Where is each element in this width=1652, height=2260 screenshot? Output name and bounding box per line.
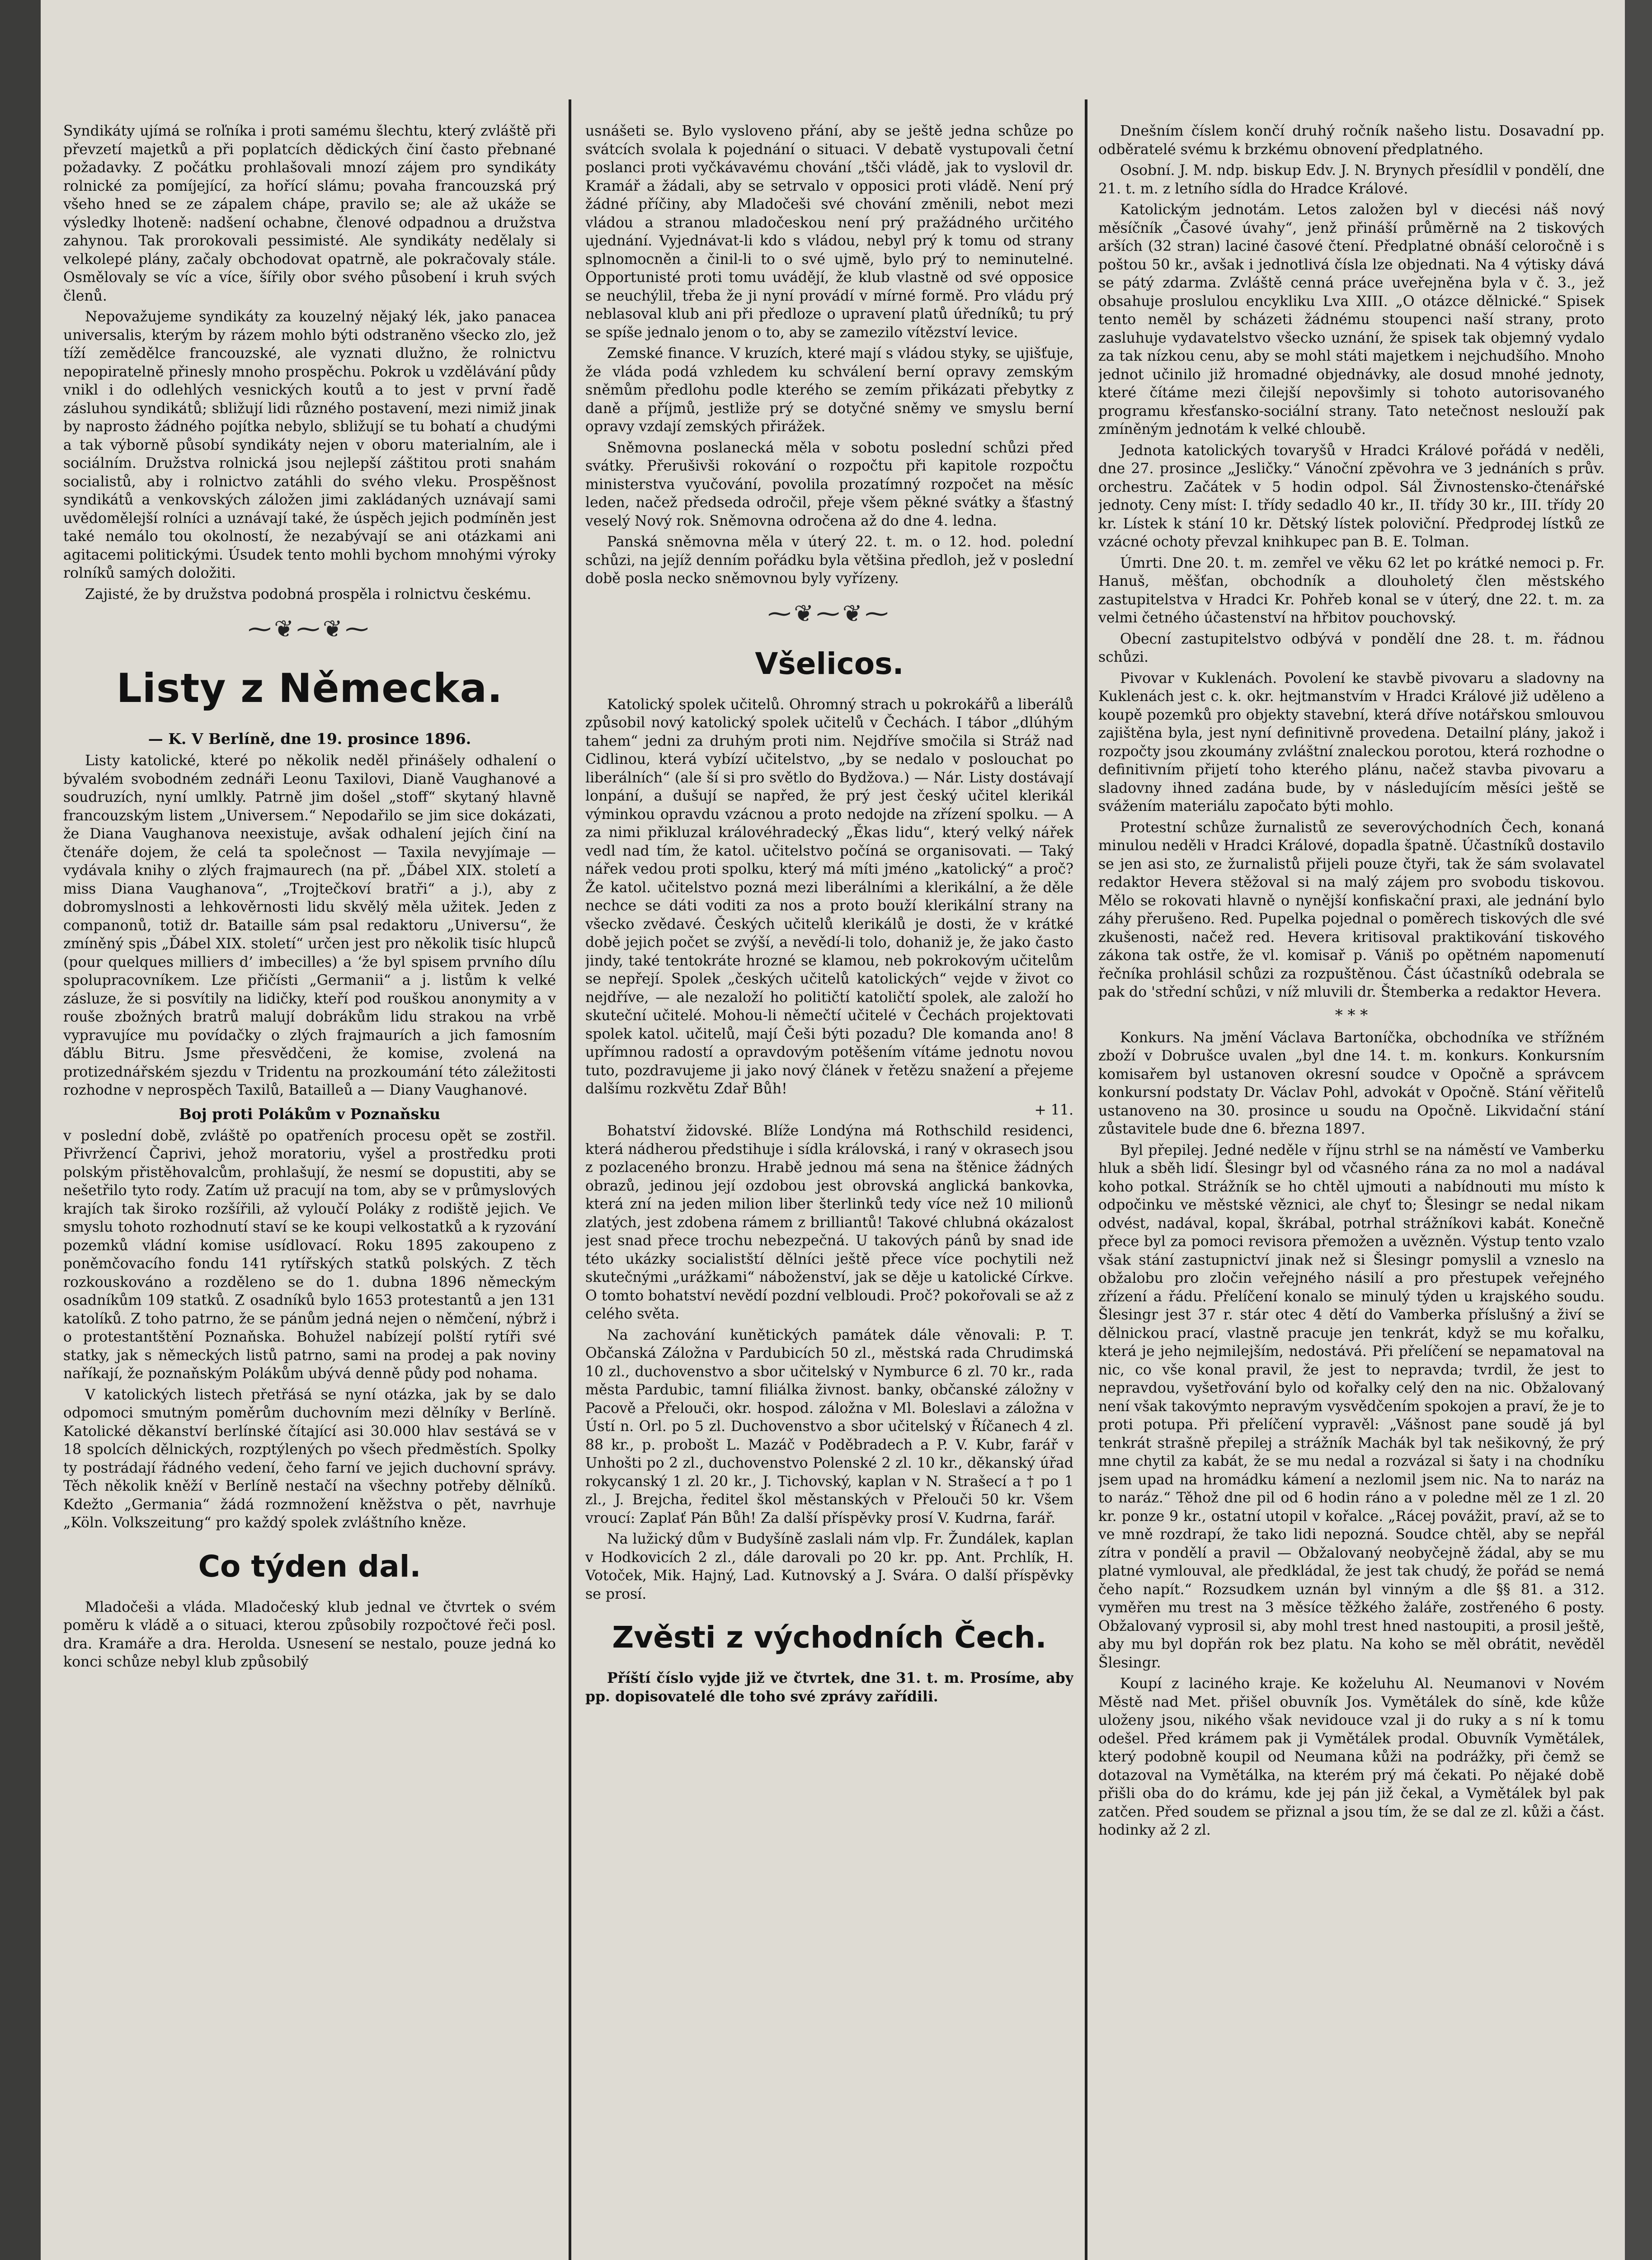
- article-syndikaty-body: Nepovažujeme syndikáty za kouzelný nějaký lék, jako panacea universalis, kterým by rázem mohlo býti odstraněno všecko zlo, jež tíží zemědělce francouzské, ale vyznati dlužno, že rolnictvu nepopiratelně přinesly mnoho prospěchu. Pokrok u vzdělávání půdy vnikl i do odlehlých vesnických koutů a to jest v první řadě zásluhou syndikátů; sbližují lidi různého postavení, mezi nimiž jinak by naprosto žádného pojítka nebylo, sbližují se tu bohatí a chudými a tak výborně působí syndikáty nejen v oboru materialním, ale i sociálním. Družstva rolnická jsou nejlepší záštitou proti snahám socialistů, aby i rolnictvo zatáhli do svého vleku. Prospěšnost syndikátů a venkovských záložen jimi zakládaných uznávají sami uvědomělejší rolníci a uznávají také, že úspěch jejich podmíněn jest také nemálo tou okolností, že nezabývají se ani otázkami ani agitacemi politickými. Úsudek tento mohli bychom mnohými výroky rolníků samých doložiti.: [63, 309, 556, 581]
- heading-listy-z-nemecka: Listy z Německa.: [116, 665, 503, 711]
- heading-co-tyden-dal: Co týden dal.: [198, 1549, 421, 1584]
- article-signature: + 11.: [1034, 1102, 1073, 1118]
- article-boj: v poslední době, zvláště po opatřeních procesu opět se zostřil. Přivržencí Čaprivi, jehož moratoriu, vyšel a prostředku proti polským přistěhovalcům, prohlašují, že nesmí se dopustiti, aby se nešetřilo tyto rody. Zatím už pracují na tom, aby se v průmyslových krajích tak široko rozšířili, až vyloučí Poláky z rodiště jejich. Ve smyslu tohoto rozhodnutí staví se ke koupi velkostatků a k ryzování pozemků vládní komise usídlovací. Roku 1895 zakoupeno z poněmčovacího fondu 141 rytířských statků polských. Z těch rozkouskováno a rozděleno se do 1. dubna 1896 německým osadníkům 109 statků. Z osadníků bylo 1653 protestantů a jen 131 katolíků. Z toho patrno, že se pánům jedná nejen o němčení, nýbrž i o protestantštění Poznaňska. Bohužel nabízejí polští rytíři své statky, jak s německých listů patrno, sami na prodej a pak noviny naříkají, že poznaňským Polákům ubývá denně půdy pod nohama.: [63, 1127, 556, 1382]
- article-pivovar: Pivovar v Kuklenách. Povolení ke stavbě pivovaru a sladovny na Kuklenách jest c. k. okr. hejtmanstvím v Hradci Králové již uděleno a koupě pozemků pro objekty stavební, která dříve notářskou smlouvou zajištěna byla, jest nyní definitivně provedena. Detailní plány, jakož i rozpočty jsou zkoumány zvláštní znaleckou porotou, která rozhodne o definitivním přijetí toho kterého plánu, načež stavba pivovaru a sladovny ihned zadána bude, by v následujícím měsíci ještě se svážením materiálu započato býti mohlo.: [1098, 670, 1605, 815]
- article-jednota-tovarysu: Jednota katolických tovaryšů v Hradci Králové pořádá v neděli, dne 27. prosince „Jesličky.“ Vánoční zpěvohra ve 3 jednáních s prův. orchestru. Začátek v 5 hodin odpol. Sál Živnostensko-čtenářské jednoty. Ceny míst: I. třídy sedadlo 40 kr., II. třídy 30 kr., III. třídy 20 kr. Lístek k stání 10 kr. Dětský lístek poloviční. Předprodej lístků ze vzácné ochoty převzal knihkupec pan B. E. Tolman.: [1098, 442, 1605, 550]
- article-protestni-schuze: Protestní schůze žurnalistů ze severovýchodních Čech, konaná minulou neděli v Hradci Králové, dopadla špatně. Účastníků dostavilo se jen asi sto, ze žurnalistů přijeli pouze čtyři, tak že sám svolavatel redaktor Hevera stěžoval si na malý zájem pro svobodu tiskovou. Mělo se rokovati hlavně o nynější konfiskační praxi, ale jednání bylo záhy přerušeno. Red. Pupelka pojednal o poměrech tiskových dle své zkušenosti, načež red. Hevera kritisoval praktikování tiskového zákona tak ostře, že vl. komisař p. Vániš po opětném napomenutí řečníka prohlásil schůzi za rozpuštěnou. Část účastníků odebrala se pak do 'střední schůzi, v níž mluvili dr. Štemberka a redaktor Hevera.: [1098, 819, 1605, 1000]
- article-syndikaty-intro: Syndikáty ujímá se roľníka i proti samému šlechtu, který zvláště při převzetí majetků a při poplatcích dědických činí často přebnané požadavky. Z počátku prohlašovali mnozí zájem pro syndikáty rolnické za pomíjející, za hořící slámu; povaha francouzská prý všeho hned se ze zápalem chápe, pravilo se; ale až ukáže se výsledky lhoteně: nadšení ochabne, členové odpadnou a družstva zahynou. Tak prorokovali pessimisté. Ale syndikáty nedělaly si velkolepé plány, začaly obchodovat opatrně, ale pokračovaly stále. Osmělovaly se víc a více, šířily obor svého působení i kruh svých členů.: [63, 123, 556, 304]
- article-bohatstvi: Bohatství židovské. Blíže Londýna má Rothschild residenci, která nádherou předstihuje i sídla královská, i raný v okrasech jsou z pozlaceného bronzu. Hrabě jednou má sena na štěnice žádných obrazů, jedinou její ozdobou jest obrovská anglická bankovka, která zní na jeden milion liber šterlinků tedy více než 10 milionů zlatých, jest zdobena rámem z brilliantů! Takové chlubná okázalost jest snad přece trochu nebezpečná. U takových pánů by snad ide této ukázky socialistští dělníci ještě přece více pochytili než skutečnými „urážkami“ náboženství, jak se děje u katolické Církve. O tomto bohatství nevědí pozdní velbloudi. Proč? pokořovali se až z celého světa.: [585, 1123, 1073, 1322]
- article-panska-snemovna: Panská sněmovna měla v úterý 22. t. m. o 12. hod. polední schůzi, na jejíž denním pořádku byla většina předloh, jež v poslední době posla necko sněmovnou byly vyřízeny.: [585, 534, 1073, 587]
- column-left: [63, 122, 556, 2260]
- article-dnesnim-cislem: Dnešním číslem končí druhý ročník našeho listu. Dosavadní pp. odběratelé svému k brzkému obnovení předplatného.: [1098, 123, 1605, 158]
- article-katolickym-jednotam: Katolickým jednotám. Letos založen byl v diecési náš nový měsíčník „Časové úvahy“, jenž přináší průměrně na 2 tiskových arších (32 stran) laciné časové čtení. Předplatné obnáší celoročně i s poštou 50 kr., avšak i jednotlivá čísla lze objednati. Na 4 výtisky dává se pátý zdarma. Zvláště cenná práce uveřejněna byla v č. 3., jež obsahuje proslulou encykliku Lva XIII. „O otázce dělnické.“ Spisek tento neměl by scházeti žádnému stoupenci naší strany, proto zasluhuje vydavatelstvo všecko uznání, že spisek tak objemný vydalo za tak nízkou cenu, aby se mohl státi majetkem i nejchudšího. Mnoho jednot učinilo již hromadné objednávky, ale dosud mnohé jednoty, které čítáme mezi čilejší nepovšimly si tohoto autorisovaného programu křesťansko-sociální strany. Tato netečnost neslouží pak zmíněným jednotám k velké chloubě.: [1098, 202, 1605, 438]
- article-zachovani: Na zachování kunětických památek dále věnovali: P. T. Občanská Záložna v Pardubicích 50 zl., městská rada Chrudimská 10 zl., duchovenstvo a sbor učitelský v Nymburce 6 zl. 70 kr., rada města Pardubic, tamní filiálka živnost. banky, občanské záložny v Pacově a Přelouči, okr. hospod. záložna v Ml. Boleslavi a záložna v Ústí n. Orl. po 5 zl. Duchovenstvo a sbor učitelský v Říčanech 4 zl. 88 kr., p. probošt L. Mazáč v Poděbradech a P. V. Kubr, farář v Unhošti po 2 zl., duchovenstvo Polenské 2 zl. 10 kr., děkanský úřad rokycanský 1 zl. 20 kr., J. Tichovský, kaplan v N. Strašecí a † po 1 zl., J. Brejcha, ředitel škol městanských v Přelouči 50 kr. Všem vroucí: Zaplať Pán Bůh! Za další příspěvky prosí V. Kudrna, farář.: [585, 1327, 1073, 1526]
- heading-zvesti: Zvěsti z východních Čech.: [612, 1620, 1047, 1655]
- article-snemovna: Sněmovna poslanecká měla v sobotu poslední schůzi před svátky. Přerušivši rokování o rozpočtu při kapitole rozpočtu ministerstva vyučování, povolila prozatímný rozpočet na měsíc leden, načež předseda odročil, přeje všem pěkné svátky a šťastný veselý Nový rok. Sněmovna odročena až do dne 4. ledna.: [585, 439, 1073, 529]
- article-katolicky-spolek: Katolický spolek učitelů. Ohromný strach u pokrokářů a liberálů způsobil nový katolický spolek učitelů v Čechách. I tábor „dlúhým tahem“ jedni za druhým proti nim. Nejdříve smočila si Stráž nad Cidlinou, která vybízí učitelstvo, „by se nedalo v poslouchat po liberálních“ (ale ší si pro světlo do Bydžova.) — Nár. Listy dostávají lonpání, a dušují se napřed, že prý jest český učitel klerikál výminkou opravdu vzácnou a proto nedojde na zřízení spolku. — A za nimi přikluzal královéhradecký „Ěkas lidu“, který velký nářek vedl nad tím, že katol. učitelstvo počíná se organisovati. — Taký nářek vedou proti spolku, který má míti jméno „katolický“ a proč? Že katol. učitelstvo pozná mezi liberálními a klerikální, a že děle nechce se dáti voditi za nos a proto bouží klerikální strany na všecko zvědavé. Českých učitelů klerikálů je dosti, že v krátké době jejich počet se zvýší, a nevědí-li tolo, dohaniž je, že jako často jindy, také tentokráte hrozné se klamou, neb pokrokovým učitelům se nepřejí. Spolek „českých učitelů katolických“ vejde v život co nejdříve, — ale nezaloží ho političtí katoličtí spolek, ale založí ho skuteční učitelé. Mohou-li němečtí učitelé v Čechách projektovati spolek katol. učitelů, mají Češi býti pozadu? Dle komanda ano! 8 upřímnou radostí a opravdovým potěšením vítáme jednotu novou tuto, pozdravujeme ji jako nový článek v řetězu snažení a přejeme dalšímu rozkvětu Zdař Bůh!: [585, 696, 1073, 1097]
- article-koupi: Koupí z laciného kraje. Ke koželuhu Al. Neumanovi v Novém Městě nad Met. přišel obuvník Jos. Vymětálek do síně, kde kůže uloženy jsou, nikého však nevidouce vzal ji do ruky a s ní k tomu odešel. Před krámem pak ji Vymětálek prodal. Obuvník Vymětálek, který podobně koupil od Neumana kůži na podrážky, při čemž se dotazoval na Vymětálka, na kterém prý má čekati. Po nějaké době přišli oba do do krámu, kde jej pán již čekal, a Vymětálek byl pak zatčen. Před soudem se přiznal a jsou tím, že se dal ze zl. kůži a část. hodinky až 2 zl.: [1098, 1676, 1605, 1838]
- article-syndikaty-end: Zajisté, že by družstva podobná prospěla i rolnictvu českému.: [85, 586, 532, 603]
- column-right: [1098, 122, 1605, 2260]
- article-konkurs: Konkurs. Na jmění Václava Bartoníčka, obchodníka ve střížném zboží v Dobrušce uvalen „byl dne 14. t. m. konkurs. Konkursním komisařem byl ustanoven okresní soudce v Opočně a správcem konkursní podstaty Dr. Václav Pohl, advokát v Opočně. Stání věřitelů ustanoveno na 30. prosince u soudu na Opočně. Likvidační stání zůstavitele bude dne 6. března 1897.: [1098, 1029, 1605, 1137]
- subheading-boj: Boj proti Polákům v Poznaňsku: [179, 1105, 441, 1123]
- column-middle: [585, 122, 1073, 2260]
- article-zemske-finance: Zemské finance. V kruzích, které mají s vládou styky, se ujišťuje, že vláda podá vzhledem ku schválení berní opravy zemským sněmům předlohu podle kterého se zemím přikázati přebytky z daně a příjmů, jestliže prý se dotyčné sněmy ve smyslu berní opravy vzdají zemských přirážek.: [585, 345, 1073, 435]
- article-obecni-zastupitelstvo: Obecní zastupitelstvo odbývá v pondělí dne 28. t. m. řádnou schůzi.: [1098, 631, 1605, 665]
- article-pristi-cislo: Příští číslo vyjde již ve čtvrtek, dne 31. t. m. Prosíme, aby pp. dopisovatelé dle toho své zprávy zařídili.: [585, 1670, 1073, 1705]
- scan-edge-left: [0, 0, 41, 2260]
- article-mladocesi: Mladočeši a vláda. Mladočeský klub jednal ve čtvrtek o svém poměru k vládě a o situaci, kterou způsobily rozpočtové řeči posl. dra. Kramáře a dra. Herolda. Usnesení se nestalo, pouze jedná ko konci schůze nebyl klub způsobilý: [63, 1599, 556, 1670]
- article-umrti: Úmrti. Dne 20. t. m. zemřel ve věku 62 let po krátké nemoci p. Fr. Hanuš, měšťan, obchodník a dlouholetý člen městského zastupitelstva v Hradci Kr. Pohřeb konal se v úterý, dne 22. t. m. za velmi četného účastenství na hřbitov pouchovský.: [1098, 555, 1605, 626]
- column-rule: [1085, 99, 1087, 2260]
- article-katolickych-listech: V katolických listech přetřásá se nyní otázka, jak by se dalo odpomoci smutným poměrům duchovním mezi dělníky v Berlíně. Katolické děkanství berlínské čítající asi 30.000 hlav sestává se v 18 spolcích dělnických, rozptýlených po všech předměstích. Spolky ty postrádají řádného vedení, čeho farní ve jejich duchovní správy. Těch několik kněží v Berlíně nestačí na všechny potřeby dělníků. Kdežto „Germania“ žádá rozmnožení kněžstva o pět, navrhuje „Köln. Volkszeitung“ pro každý spolek zvláštního kněze.: [63, 1386, 556, 1531]
- ornament-divider: ⁓❦⁓❦⁓: [767, 600, 891, 627]
- ornament-divider: ⁓❦⁓❦⁓: [248, 616, 372, 643]
- article-luzicky-dum: Na lužický dům v Budyšíně zaslali nám vlp. Fr. Žundálek, kaplan v Hodkovicích 2 zl., dále darovali po 20 kr. pp. Ant. Prchlík, H. Votoček, Mik. Hajný, Lad. Kutnovský a J. Svára. O další příspěvky se prosí.: [585, 1531, 1073, 1602]
- asterism-divider: * * *: [1335, 1006, 1368, 1024]
- scan-edge-right: [1625, 0, 1652, 2260]
- article-byl-prepilej: Byl přepilej. Jedné neděle v říjnu strhl se na náměstí ve Vamberku hluk a sběh lidí. Šlesingr byl od včasného rána za no mol a nadával koho potkal. Strážník se ho chtěl ujmouti a nabídnouti mu místo k odpočinku ve městské věznici, ale chyť to; Šlesingr se nedal nikam odvést, nadával, kopal, škrábal, potrhal strážníkovi kabát. Konečně přece byl za pomoci revisora přemožen a uvězněn. Výstup tento vzalo však stání zastupnictví jinak než si Šlesingr pomyslil a vzneslo na obžalobu pro zločin veřejného násilí a pro přestupek veřejného zřízení a řádu. Přelíčení konalo se minulý týden u krajského soudu. Šlesingr jest 37 r. stár otec 4 dětí do Vamberka příslušný a živí se dělnickou prací, vlastně pracuje jen tenkrát, když se mu kořalku, která je jeho nejmilejším, nedostává. Při přelíčení se nepamatoval na nic, co vše konal pravil, že jest to nepravda; tvrdil, že jest to nepravdou, vyšetřování bylo od kořalky celý den na nic. Obžalovaný není však takovýmto nepravým vysvědčením spokojen a praví, že je to proti potupa. Při přelíčení vypravěl: „Vášnost pane soudě já byl tenkrát strašně přepilej a strážník Machák byl tak nešikovný, že prý mne chytil za kabát, že se mu nedal a rozvázal si šaty i na chodníku jsem upad na hromádku kámení a nezlomil jsem nic. Na to naráz na to naráz.“ Těhož dne pil od 6 hodin ráno a v poledne měl ze 1 zl. 20 kr. ponze 9 kr., ostatní utopil v kořalce. „Rácej povážit, praví, až se to ve mně rozdrapí, že tako lidi nepozná. Soudce chtěl, aby se nepřál zítra v pondělí a pravil — Obžalovaný neobyčejně žádal, aby se mu platné vymlouval, ale předkládal, že jest tak chudý, že pořád se nemá čeho napít.“ Rozsudkem uznán byl vinným a dle §§ 81. a 312. vyměřen mu trest na 3 měsíce těžkého žaláře, zostřeného 6 posty. Obžalovaný vyprosil si, aby mohl trest hned nastoupiti, a prosil ještě, aby mu byl dopřán rok bez platu. Na koho se měl obrátit, nevěděl Šlesingr.: [1098, 1142, 1605, 1671]
- dateline: — K. V Berlíně, dne 19. prosince 1896.: [148, 730, 471, 748]
- article-usneseni: usnášeti se. Bylo vysloveno přání, aby se ještě jedna schůze po svátcích svolala k pojednání o situaci. V debatě vystupovali četní poslanci proti vyčkávavému chování „tšči vládě, jak to vyslovil dr. Kramář a žádali, aby se setrvalo v opposici proti vládě. Není prý žádné příčiny, aby Mladočeši své chování změnili, nebot mezi vládou a stranou mladočeskou není prý pražádného určitého ujednání. Vyjednávat-li kdo s vládou, nebyl prý k tomu od strany splnomocněn a činil-li to o své ujmě, bylo prý to neminutelné. Opportunisté proti tomu uvádějí, že klub vlastně od své opposice se neuchýlil, třeba že ji nyní provádí v mírné formě. Pro vládu prý neblasoval klub ani při předloze o upravení platů úředníků; tu prý se spíše jednalo jenom o to, aby se zamezilo vítězství levice.: [585, 123, 1073, 341]
- article-listy: Listy katolické, které po několik neděl přinášely odhalení o bývalém svobodném zednáři Leonu Taxilovi, Dianě Vaughanové a soudruzích, nyní umlkly. Patrně jim došel „stoff“ skytaný hlavně francouzským listem „Universem.“ Nepodařilo se jim sice dokázati, že Diana Vaughanova neexistuje, avšak odhalení jejích činí na čtenáře dojem, že celá ta společnost — Taxila nevyjímaje — vydávala knihy o zlých frajmaurech (na př. „Ďábel XIX. století a miss Diana Vaughanova“, „Trojtečkoví bratři“ a j.), aby z dobromyslnosti a lehkověrnosti lidu skvělý měla užitek. Jeden z companonů, totiž dr. Bataille sám psal redaktoru „Universu“, že zmíněný spis „Ďábel XIX. století“ určen jest pro několik tisíc hlupců (pour quelques milliers d’ imbecilles) a ‘že byl spisem prvního dílu spolupracovníkem. Lze přičísti „Germanii“ a j. listům k velké zásluze, že si posvítily na lidičky, kteří pod rouškou anonymity a v rouše zbožných bratrů malují dobrákům lidu strakou na vrbě vypravujíce mu povídačky o zlých frajmaurích a jich famosním ďáblu Bitru. Jsme přesvědčeni, že komise, zvolená na protizednářském sjezdu v Tridentu na prozkoumání této záležitosti rozhodne v neprospěch Taxilů, Batailleů a — Diany Vaughanové.: [63, 753, 556, 1098]
- article-osobni: Osobní. J. M. ndp. biskup Edv. J. N. Brynych přesídlil v pondělí, dne 21. t. m. z letního sídla do Hradce Králové.: [1098, 162, 1605, 197]
- heading-vselicos: Všelicos.: [755, 646, 904, 681]
- column-rule: [569, 99, 571, 2260]
